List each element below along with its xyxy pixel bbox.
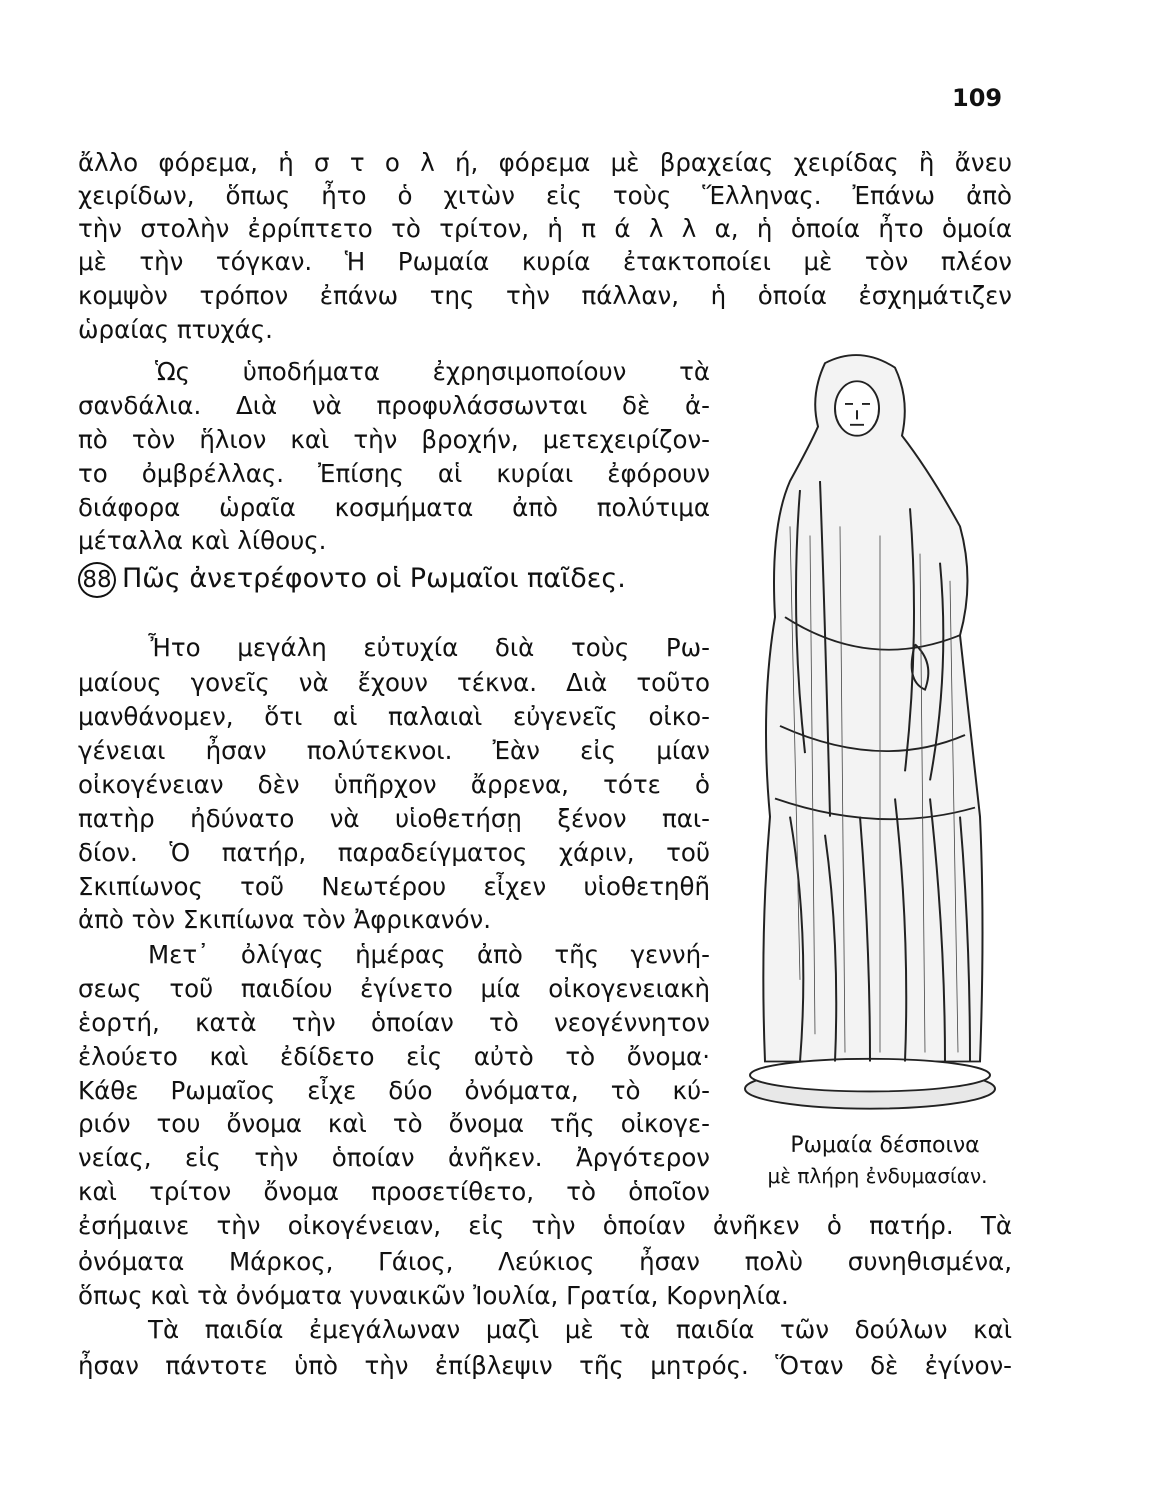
figure-caption-subtitle: μὲ πλήρη ἐνδυμασίαν.	[767, 1164, 988, 1188]
page-number: 109	[952, 84, 1003, 112]
text-line: Τὰ παιδία ἐμεγάλωναν μαζὶ μὲ τὰ παιδία τῶν δούλων καὶ	[148, 1315, 1012, 1344]
text-line: ἐλούετο καὶ ἐδίδετο εἰς αὐτὸ τὸ ὄνομα·	[78, 1042, 710, 1071]
text-line: σανδάλια. Διὰ νὰ προφυλάσσωνται δὲ ἀ-	[78, 391, 710, 420]
text-line: ἀπὸ τὸν Σκιπίωνα τὸν Ἀφρικανόν.	[78, 905, 491, 934]
text-line: χειρίδων, ὅπως ἦτο ὁ χιτὼν εἰς τοὺς Ἕλληνας. Ἐπάνω ἀπὸ	[78, 181, 1012, 210]
text-line: ριόν του ὄνομα καὶ τὸ ὄνομα τῆς οἰκογε-	[78, 1109, 710, 1138]
text-line: κομψὸν τρόπον ἐπάνω της τὴν πάλλαν, ἡ ὁποία ἐσχημάτιζεν	[78, 281, 1012, 310]
text-line: Ὡς ὑποδήματα ἐχρησιμοποίουν τὰ	[155, 357, 710, 386]
section-heading	[78, 561, 626, 598]
text-line: μὲ τὴν τόγκαν. Ἡ Ρωμαία κυρία ἐτακτοποίει μὲ τὸν πλέον	[78, 247, 1012, 276]
text-line: ἑορτή, κατὰ τὴν ὁποίαν τὸ νεογέννητον	[78, 1008, 710, 1037]
text-line: ἄλλο φόρεμα, ἡ σ τ ο λ ή, φόρεμα μὲ βραχείας χειρίδας ἢ ἄνευ	[78, 148, 1012, 177]
text-line: διάφορα ὡραῖα κοσμήματα ἀπὸ πολύτιμα	[78, 493, 710, 522]
text-line: πὸ τὸν ἥλιον καὶ τὴν βροχήν, μετεχειρίζον-	[78, 425, 710, 454]
text-line: Σκιπίωνος τοῦ Νεωτέρου εἶχεν υἱοθετηθῆ	[78, 872, 710, 901]
text-line: Κάθε Ρωμαῖος εἶχε δύο ὀνόματα, τὸ κύ-	[78, 1076, 710, 1105]
text-line: Μετ᾽ ὀλίγας ἡμέρας ἀπὸ τῆς γεννή-	[148, 940, 710, 969]
text-line: ἐσήμαινε τὴν οἰκογένειαν, εἰς τὴν ὁποίαν ἀνῆκεν ὁ πατήρ. Τὰ	[78, 1211, 1012, 1240]
text-line: μέταλλα καὶ λίθους.	[78, 526, 327, 555]
figure-caption-title: Ρωμαία δέσποινα	[790, 1133, 980, 1158]
text-line: τὴν στολὴν ἐρρίπτετο τὸ τρίτον, ἡ π ά λ λ α, ἡ ὁποία ἦτο ὁμοία	[78, 214, 1012, 243]
text-line: ὡραίας πτυχάς.	[78, 315, 273, 344]
text-line: νείας, εἰς τὴν ὁποίαν ἀνῆκεν. Ἀργότερον	[78, 1143, 710, 1172]
text-line: σεως τοῦ παιδίου ἐγίνετο μία οἰκογενειακὴ	[78, 974, 710, 1003]
text-line: ὀνόματα Μάρκος, Γάιος, Λεύκιος ἦσαν πολὺ συνηθισμένα,	[78, 1247, 1012, 1276]
text-line: μαίους γονεῖς νὰ ἔχουν τέκνα. Διὰ τοῦτο	[78, 668, 710, 697]
text-line: πατὴρ ἠδύνατο νὰ υἱοθετήσῃ ξένον παι-	[78, 804, 710, 833]
text-line: μανθάνομεν, ὅτι αἱ παλαιαὶ εὐγενεῖς οἰκο-	[78, 702, 710, 731]
statue-illustration	[730, 345, 1010, 1125]
text-line: Ἦτο μεγάλη εὐτυχία διὰ τοὺς Ρω-	[148, 633, 710, 662]
text-line: ὅπως καὶ τὰ ὀνόματα γυναικῶν Ἰουλία, Γρατία, Κορνηλία.	[78, 1281, 789, 1310]
text-line: δίον. Ὁ πατήρ, παραδείγματος χάριν, τοῦ	[78, 838, 710, 867]
text-line: γένειαι ἦσαν πολύτεκνοι. Ἐὰν εἰς μίαν	[78, 736, 710, 765]
text-line: ἦσαν πάντοτε ὑπὸ τὴν ἐπίβλεψιν τῆς μητρός. Ὅταν δὲ ἐγίνον-	[78, 1351, 1012, 1380]
text-line: οἰκογένειαν δὲν ὑπῆρχον ἄρρενα, τότε ὁ	[78, 770, 710, 799]
text-line: το ὀμβρέλλας. Ἐπίσης αἱ κυρίαι ἐφόρουν	[78, 459, 710, 488]
text-line: καὶ τρίτον ὄνομα προσετίθετο, τὸ ὁποῖον	[78, 1177, 710, 1206]
section-number-circled: 88	[78, 562, 116, 598]
section-title: Πῶς ἀνετρέφοντο οἱ Ρωμαῖοι παῖδες.	[122, 563, 626, 594]
